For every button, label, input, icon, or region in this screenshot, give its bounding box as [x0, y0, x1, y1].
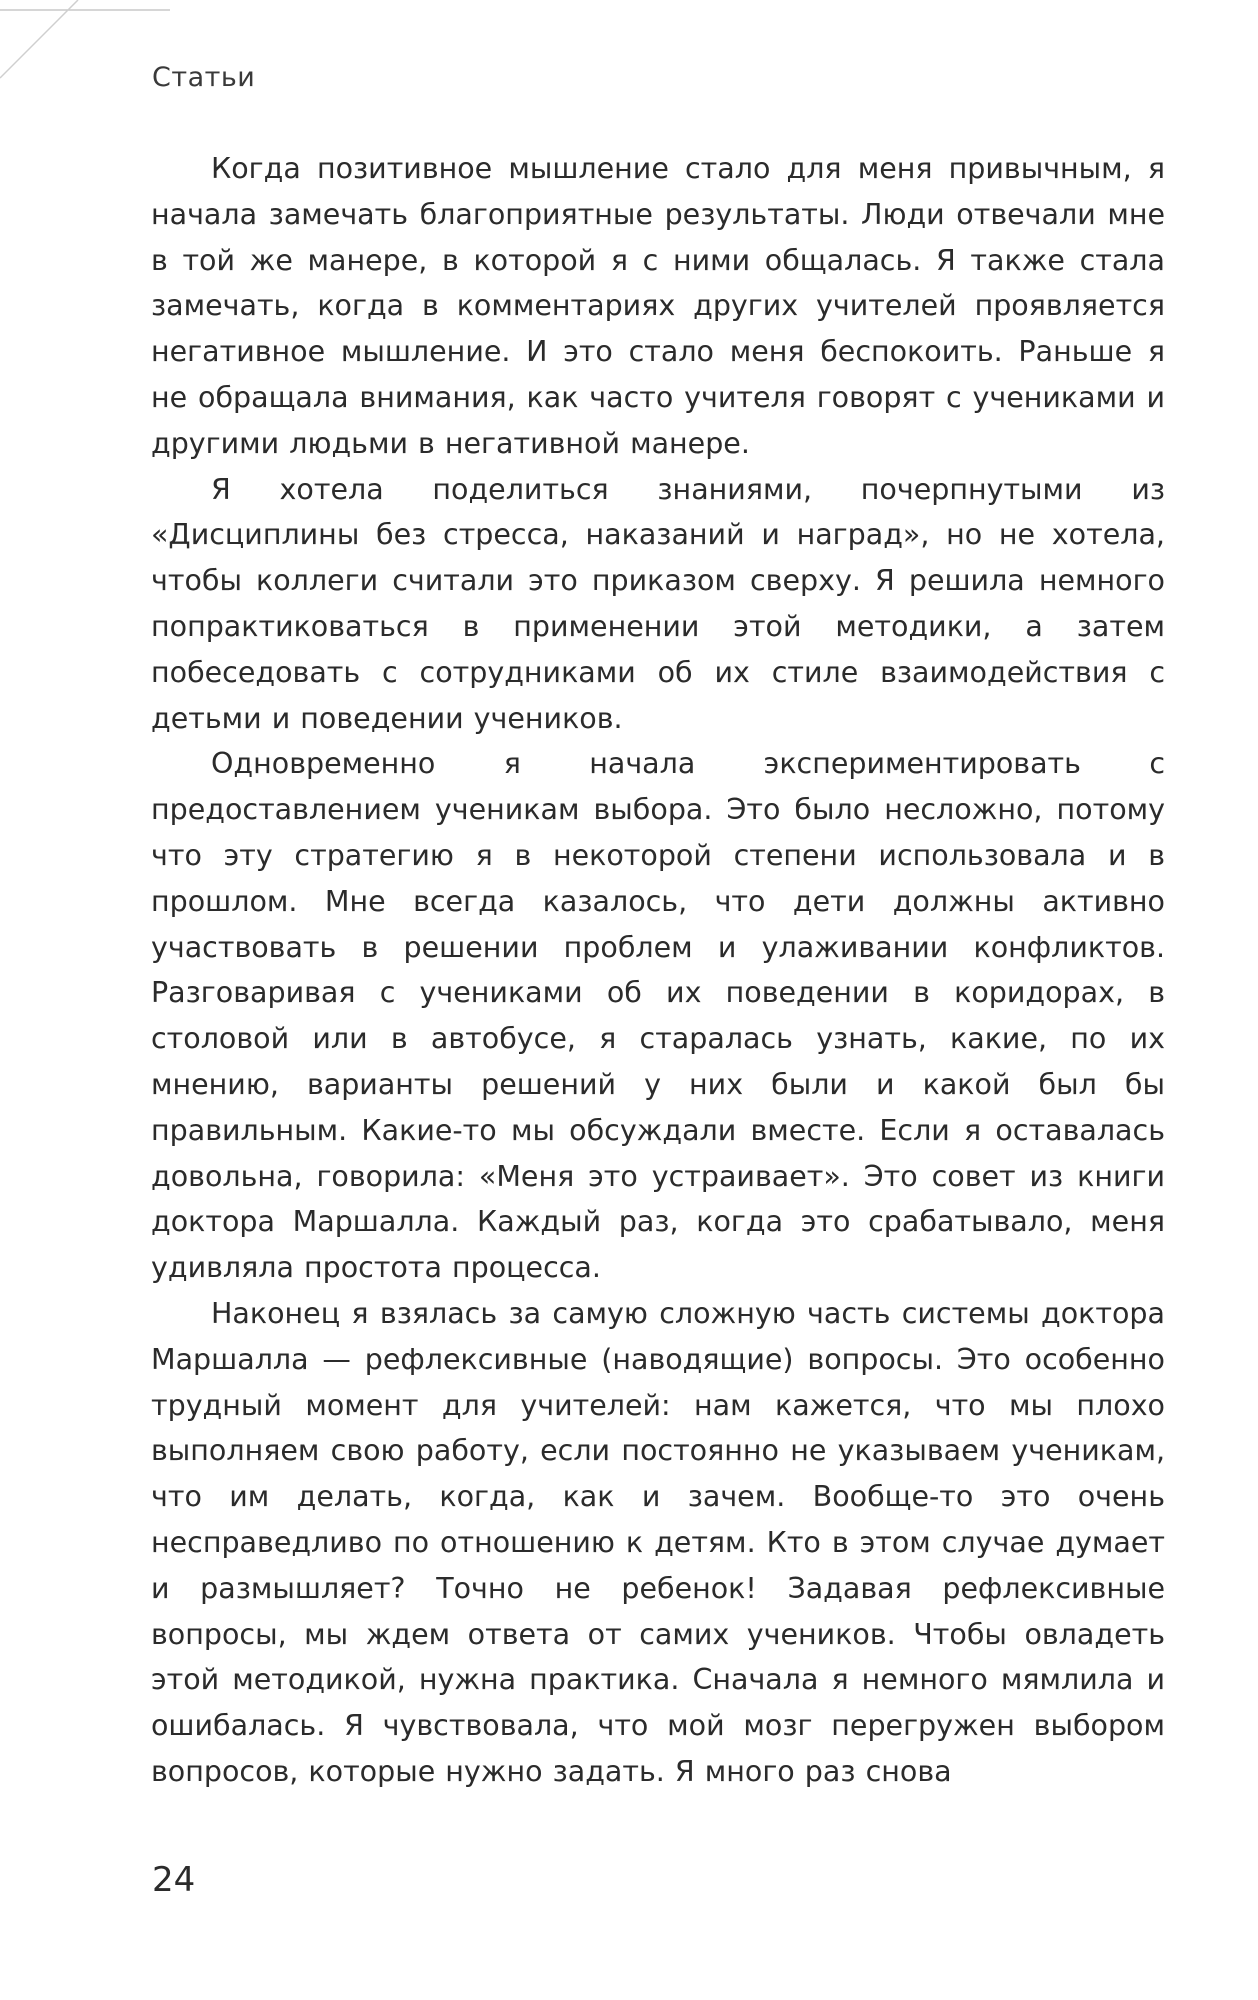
paragraph-2: Я хотела поделиться знаниями, почерпнутыми из «Дисциплины без стресса, наказаний и наград», но не хотела, чтобы коллеги считали это приказом сверху. Я решила немного попрактиковаться в применении этой методики, а затем побеседовать с сотрудниками об их стиле взаимодействия с детьми и поведении учеников.: [151, 472, 1165, 735]
running-head: Статьи: [152, 62, 256, 93]
corner-crop-mark: [0, 0, 170, 80]
paragraph-3: Одновременно я начала экспериментировать с предоставлением ученикам выбора. Это было несложно, потому что эту стратегию я в некоторой степени использовала и в прошлом. Мне всегда казалось, что дети должны активно участвовать в решении проблем и улаживании конфликтов. Разговаривая с учениками об их поведении в коридорах, в столовой или в автобусе, я старалась узнать, какие, по их мнению, варианты решений у них были и какой был бы правильным. Какие-то мы обсуждали вместе. Если я оставалась довольна, говорила: «Меня это устраивает». Это совет из книги доктора Маршалла. Каждый раз, когда это срабатывало, меня удивляла простота процесса.: [151, 747, 1165, 1285]
paragraph-1: Когда позитивное мышление стало для меня привычным, я начала замечать благоприятные результаты. Люди отвечали мне в той же манере, в которой я с ними общалась. Я также стала замечать, когда в комментариях других учителей проявляется негативное мышление. И это стало меня беспокоить. Раньше я не обращала внимания, как часто учителя говорят с учениками и другими людьми в негативной манере.: [151, 152, 1165, 460]
page-number: 24: [152, 1860, 196, 1900]
paragraph-4: Наконец я взялась за самую сложную часть системы доктора Маршалла — рефлексивные (наводящие) вопросы. Это особенно трудный момент для учителей: нам кажется, что мы плохо выполняем свою работу, если постоянно не указываем ученикам, что им делать, когда, как и зачем. Вообще-то это очень несправедливо по отношению к детям. Кто в этом случае думает и размышляет? Точно не ребенок! Задавая рефлексивные вопросы, мы ждем ответа от самих учеников. Чтобы овладеть этой методикой, нужна практика. Сначала я немного мямлила и ошибалась. Я чувствовала, что мой мозг перегружен выбором вопросов, которые нужно задать. Я много раз снова: [151, 1296, 1165, 1788]
body-text: [151, 146, 1165, 1795]
